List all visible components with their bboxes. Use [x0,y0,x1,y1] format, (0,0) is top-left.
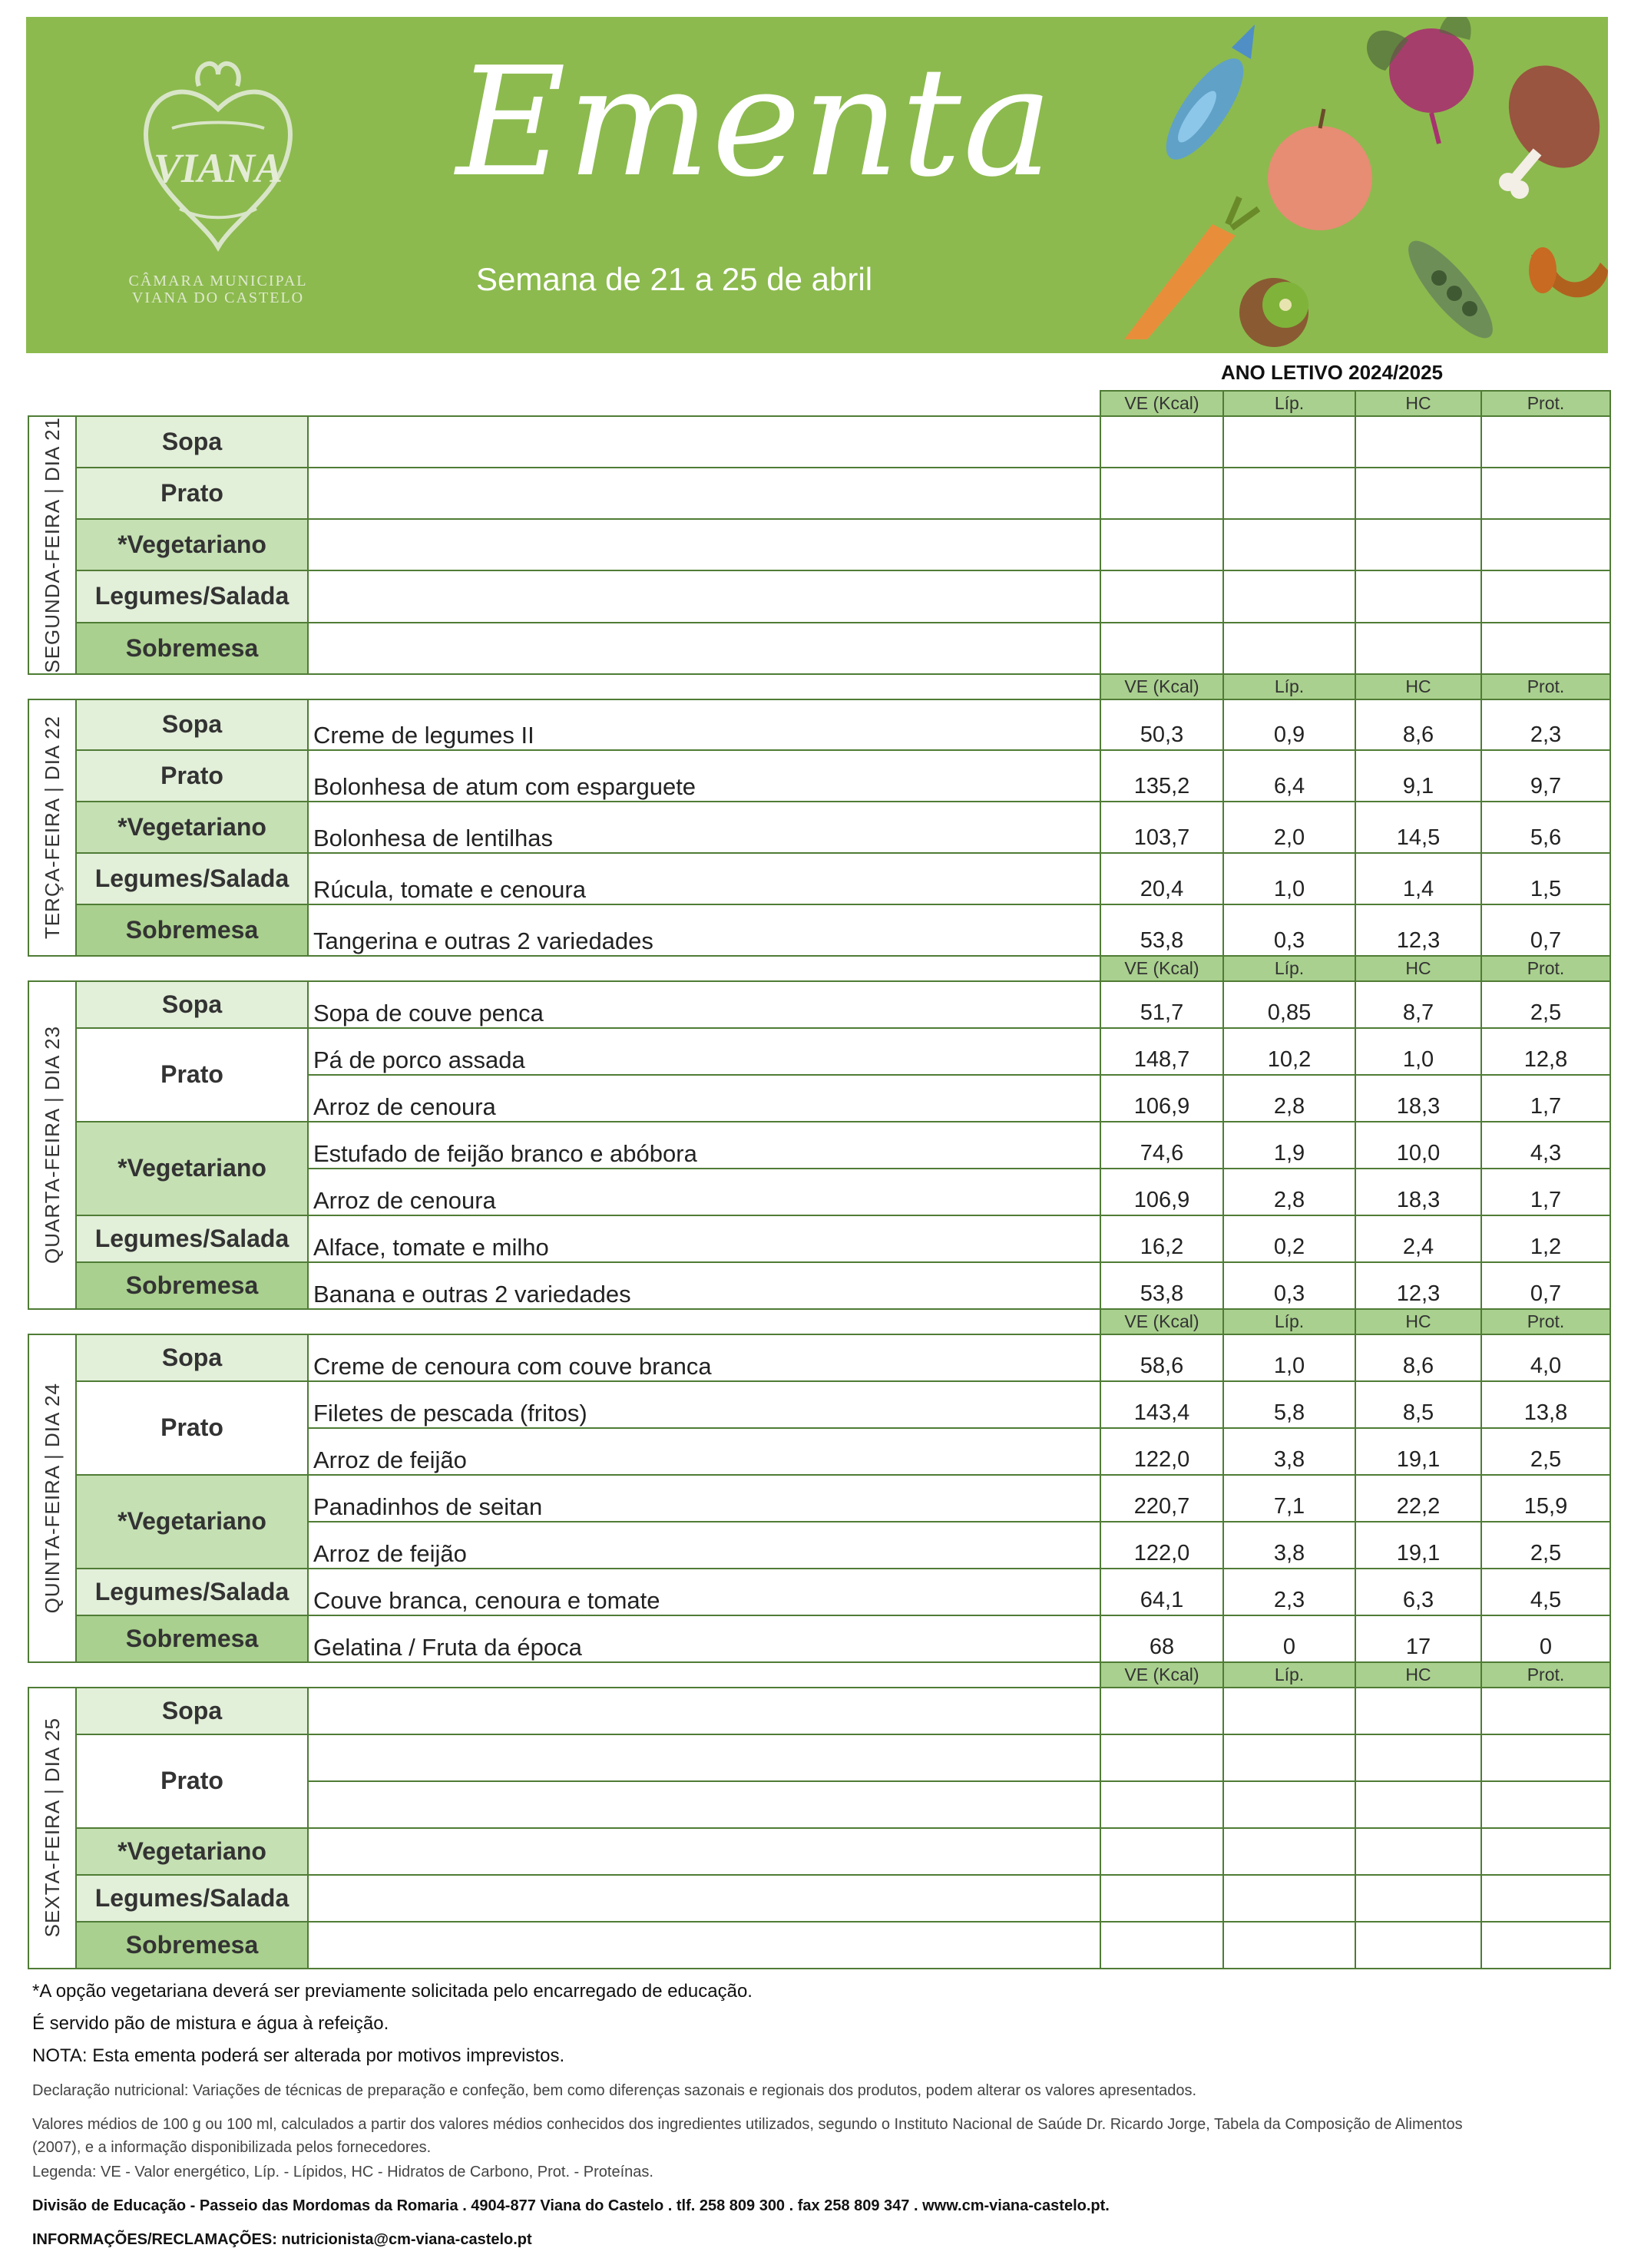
table-row: Arroz de feijão 122,0 3,8 19,1 2,5 [28,1428,1610,1475]
complaints-info: INFORMAÇÕES/RECLAMAÇÕES: nutricionista@cm-viana-castelo.pt [32,2231,532,2248]
email-link[interactable]: nutricionista@cm-viana-castelo.pt [276,2231,532,2248]
table-row: Sobremesa [28,1922,1610,1969]
vegetarian-note: *A opção vegetariana deverá ser previamente solicitada pelo encarregado de educação. [32,1981,753,2002]
kiwi-icon [1239,278,1308,347]
table-row: TERÇA-FEIRA | DIA 22 Sopa Creme de legumes II 50,3 0,9 8,6 2,3 [28,699,1610,750]
table-row: QUARTA-FEIRA | DIA 23 Sopa Sopa de couve penca 51,7 0,85 8,7 2,5 [28,981,1610,1028]
viana-heart-icon [126,55,310,270]
nutrition-header-row: VE (Kcal) Líp. HC Prot. [28,1309,1610,1334]
week-subtitle: Semana de 21 a 25 de abril [476,261,873,297]
table-row: Legumes/Salada [28,570,1610,622]
table-row: Arroz de feijão 122,0 3,8 19,1 2,5 [28,1522,1610,1569]
page-title: Ementa [456,35,1054,210]
table-row: Sobremesa [28,623,1610,674]
bread-note: É servido pão de mistura e água à refeição. [32,2013,389,2034]
menu-table [28,390,1611,1969]
table-row: Sobremesa Gelatina / Fruta da época 68 0 17 0 [28,1615,1610,1662]
municipality-name: CÂMARA MUNICIPAL VIANA DO CASTELO [128,273,308,306]
municipality-logo [126,55,326,306]
table-row: SEGUNDA-FEIRA | DIA 21 Sopa [28,416,1610,468]
day-label-cell: QUARTA-FEIRA | DIA 23 [28,981,76,1309]
nutrition-header-row: VE (Kcal) Líp. HC Prot. [28,391,1610,416]
table-row: Prato [28,468,1610,519]
chicken-leg-icon [1490,49,1608,199]
table-row: *Vegetariano Estufado de feijão branco e abóbora 74,6 1,9 10,0 4,3 [28,1122,1610,1169]
food-illustrations [1101,17,1608,353]
nutrition-declaration: Declaração nutricional: Variações de técnicas de preparação e confeção, bem como diferenças sazonais e regionais dos produtos, podem alterar os valores apresentados. [32,2082,1197,2099]
beet-icon [1367,17,1474,144]
logo-text: VIANA [153,145,283,191]
day-label-cell: QUINTA-FEIRA | DIA 24 [28,1334,76,1662]
carrot-icon [1124,197,1259,339]
table-row: Arroz de cenoura 106,9 2,8 18,3 1,7 [28,1169,1610,1215]
nutrition-header-row: VE (Kcal) Líp. HC Prot. [28,674,1610,699]
legend-note: Legenda: VE - Valor energético, Líp. - Lípidos, HC - Hidratos de Carbono, Prot. - Proteínas. [32,2164,653,2180]
peapod-icon [1396,230,1504,349]
table-row: Legumes/Salada Rúcula, tomate e cenoura 20,4 1,0 1,4 1,5 [28,853,1610,904]
table-row: Legumes/Salada Couve branca, cenoura e tomate 64,1 2,3 6,3 4,5 [28,1569,1610,1615]
table-row: Legumes/Salada Alface, tomate e milho 16,2 0,2 2,4 1,2 [28,1215,1610,1262]
change-note: NOTA: Esta ementa poderá ser alterada por motivos imprevistos. [32,2045,565,2066]
table-row: Legumes/Salada [28,1875,1610,1922]
table-row: *Vegetariano [28,1828,1610,1875]
day-label-cell: SEGUNDA-FEIRA | DIA 21 [28,416,76,674]
table-row: Arroz de cenoura 106,9 2,8 18,3 1,7 [28,1075,1610,1122]
table-row: Prato [28,1734,1610,1781]
fish-icon [1153,25,1256,170]
values-note: Valores médios de 100 g ou 100 ml, calculados a partir dos valores médios conhecidos dos ingredientes utilizados, segundo o Instituto Nacional de Saúde Dr. Ricardo Jorge, Tabela da Composição de Alimentos (2007), e a informação disponibilizada pelos fornecedores. [32,2116,1463,2156]
table-row: SEXTA-FEIRA | DIA 25 Sopa [28,1688,1610,1734]
table-row: Sobremesa Banana e outras 2 variedades 53,8 0,3 12,3 0,7 [28,1262,1610,1309]
nutrition-header-row: VE (Kcal) Líp. HC Prot. [28,956,1610,981]
table-row: Prato Filetes de pescada (fritos) 143,4 5,8 8,5 13,8 [28,1381,1610,1428]
day-label-cell: TERÇA-FEIRA | DIA 22 [28,699,76,956]
table-row: Prato Bolonhesa de atum com esparguete 135,2 6,4 9,1 9,7 [28,750,1610,802]
day-label-cell: SEXTA-FEIRA | DIA 25 [28,1688,76,1969]
contact-info: Divisão de Educação - Passeio das Mordomas da Romaria . 4904-877 Viana do Castelo . tlf. 258 809 300 . fax 258 809 347 . www.cm-viana-castelo.pt. [32,2197,1110,2214]
table-row: *Vegetariano [28,519,1610,570]
table-row: Prato Pá de porco assada 148,7 10,2 1,0 12,8 [28,1028,1610,1075]
table-row: *Vegetariano Bolonhesa de lentilhas 103,7 2,0 14,5 5,6 [28,802,1610,853]
table-row: *Vegetariano Panadinhos de seitan 220,7 7,1 22,2 15,9 [28,1475,1610,1522]
header-banner [26,17,1608,353]
apple-icon [1268,109,1372,230]
school-year: ANO LETIVO 2024/2025 [1221,361,1444,384]
sweet-potato-icon [1529,247,1608,297]
table-row: QUINTA-FEIRA | DIA 24 Sopa Creme de cenoura com couve branca 58,6 1,0 8,6 4,0 [28,1334,1610,1381]
table-row: Sobremesa Tangerina e outras 2 variedades 53,8 0,3 12,3 0,7 [28,904,1610,956]
nutrition-header-row: VE (Kcal) Líp. HC Prot. [28,1662,1610,1688]
